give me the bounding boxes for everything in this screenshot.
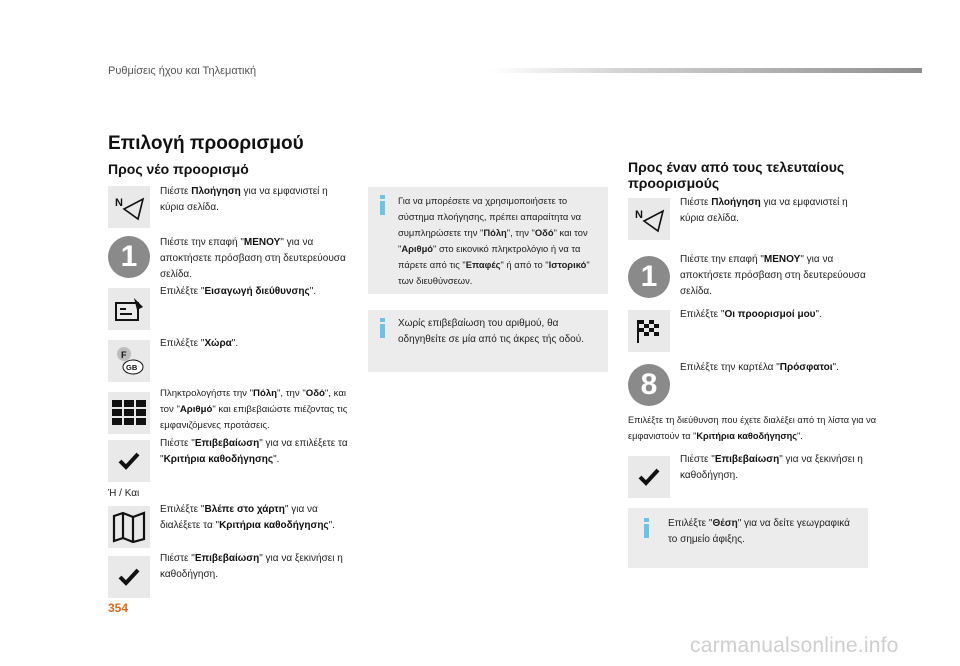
footer-watermark: carmanualsonline.info bbox=[690, 634, 899, 657]
left-step-6: Πιέστε "Επιβεβαίωση" για να επιλέξετε τα "Κριτήρια καθοδήγησης". bbox=[160, 438, 348, 465]
checkmark-icon bbox=[628, 456, 670, 498]
left-step-2: Πιέστε την επαφή "ΜΕΝΟΥ" για να αποκτήσετε πρόσβαση στη δευτερεύουσα σελίδα. bbox=[160, 237, 346, 280]
right-step-1: Πιέστε Πλοήγηση για να εμφανιστεί η κύρια σελίδα. bbox=[680, 197, 848, 224]
left-heading: Προς νέο προορισμό bbox=[108, 161, 249, 177]
right-step-2: Πιέστε την επαφή "ΜΕΝΟΥ" για να αποκτήσετε πρόσβαση στη δευτερεύουσα σελίδα. bbox=[680, 254, 866, 297]
left-step-5: Πληκτρολογήστε την "Πόλη", την "Οδό", και τον "Αριθμό" και επιβεβαιώστε πιέζοντας τις εμφανιζόμενες προτάσεις. bbox=[160, 388, 348, 431]
keyboard-grid-icon bbox=[108, 392, 150, 434]
address-entry-icon bbox=[108, 288, 150, 330]
info-icon bbox=[642, 518, 650, 538]
page-title: Επιλογή προορισμού bbox=[108, 133, 304, 154]
checkmark-icon bbox=[108, 440, 150, 482]
info-icon bbox=[378, 318, 386, 338]
section-title: Ρυθμίσεις ήχου και Τηλεματική bbox=[108, 65, 257, 77]
map-icon bbox=[108, 506, 150, 548]
header-divider bbox=[490, 68, 922, 73]
left-step-3: Επιλέξτε "Εισαγωγή διεύθυνσης". bbox=[160, 286, 317, 297]
navigation-arrow-icon bbox=[108, 186, 150, 228]
info-box-number-note: Χωρίς επιβεβαίωση του αριθμού, θα οδηγηθείτε σε μία από τις άκρες τής οδού. bbox=[368, 310, 608, 372]
left-step-8: Πιέστε "Επιβεβαίωση" για να ξεκινήσει η καθοδήγηση. bbox=[160, 553, 343, 580]
navigation-arrow-icon bbox=[628, 198, 670, 240]
svg-text:N: N bbox=[115, 197, 123, 209]
svg-text:GB: GB bbox=[126, 363, 138, 372]
right-step-4: Επιλέξτε την καρτέλα "Πρόσφατοι". bbox=[680, 362, 839, 373]
step-number-1: 1 bbox=[628, 256, 670, 298]
country-flag-icon bbox=[108, 340, 150, 382]
svg-text:N: N bbox=[635, 209, 643, 221]
left-step-1: Πιέστε Πλοήγηση για να εμφανιστεί η κύρια σελίδα. bbox=[160, 186, 328, 213]
left-step-4: Επιλέξτε "Χώρα". bbox=[160, 338, 239, 349]
info-icon bbox=[378, 195, 386, 215]
step-number-8: 8 bbox=[628, 364, 670, 406]
right-step-3: Επιλέξτε "Οι προορισμοί μου". bbox=[680, 309, 822, 320]
step-number-1: 1 bbox=[108, 236, 150, 278]
page-number: 354 bbox=[108, 601, 129, 615]
svg-text:F: F bbox=[121, 350, 127, 360]
info-box-address-requirement: Για να μπορέσετε να χρησιμοποιήσετε το σύστημα πλοήγησης, πρέπει απαραίτητα να συμπληρώσετε την "Πόλη", την "Οδό" και τον "Αριθμό" στο εικονικό πληκτρολόγιο ή να τα πάρετε από τις "Επαφές" ή από το "Ιστορικό" των διευθύνσεων. bbox=[368, 187, 608, 294]
right-heading: Προς έναν από τους τελευταίους προορισμούς bbox=[628, 159, 845, 191]
checkmark-icon bbox=[108, 556, 150, 598]
info-box-position: Επιλέξτε "Θέση" για να δείτε γεωγραφικά το σημείο άφιξης. bbox=[628, 508, 868, 568]
right-step-5: Πιέστε "Επιβεβαίωση" για να ξεκινήσει η καθοδήγηση. bbox=[680, 454, 863, 481]
select-address-note: Επιλέξτε τη διεύθυνση που έχετε διαλέξει από τη λίστα για να εμφανιστούν τα "Κριτήρια καθοδήγησης". bbox=[628, 415, 877, 441]
left-step-7: Επιλέξτε "Βλέπε στο χάρτη" για να διαλέξετε τα "Κριτήρια καθοδήγησης". bbox=[160, 504, 335, 531]
checkered-flag-icon bbox=[628, 310, 670, 352]
or-label: Ή / Και bbox=[108, 488, 140, 499]
